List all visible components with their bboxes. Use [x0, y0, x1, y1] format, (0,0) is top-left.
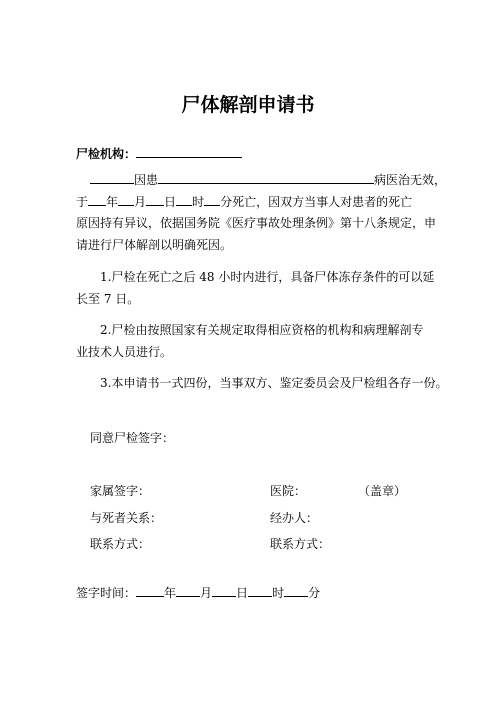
- sign-month-blank[interactable]: [176, 584, 200, 597]
- death-year-blank[interactable]: [88, 193, 106, 206]
- year-label: 年: [106, 195, 119, 209]
- intro-line-2: [76, 193, 412, 210]
- sign-year-blank[interactable]: [136, 584, 164, 597]
- death-minute-blank[interactable]: [204, 193, 220, 206]
- page-title: 尸体解剖申请书: [181, 94, 315, 116]
- yu-text: 于: [76, 195, 89, 209]
- agency-label: 尸检机构：: [76, 147, 137, 161]
- intro-line-1: [90, 171, 446, 188]
- clause-3-line-1: 3.本申请书一式四份，当事双方、鉴定委员会及尸检组各存一份。: [100, 376, 448, 390]
- clause-2-line-2: 业技术人员进行。: [76, 345, 173, 359]
- sign-time-label: 签字时间：: [76, 586, 137, 600]
- handler-label: 经办人：: [270, 511, 319, 525]
- day-label: 日: [164, 195, 177, 209]
- sign-year-label: 年: [164, 586, 177, 600]
- contact-left-label: 联系方式：: [90, 537, 151, 551]
- sign-day-label: 日: [236, 586, 249, 600]
- clause-1-line-2: 长至 7 日。: [76, 292, 140, 306]
- patient-name-blank[interactable]: [90, 171, 134, 184]
- hospital-label: 医院：: [270, 484, 307, 498]
- month-label: 月: [134, 195, 147, 209]
- sign-month-label: 月: [200, 586, 213, 600]
- intro-line-4: 请进行尸体解剖以明确死因。: [76, 238, 233, 252]
- disease-blank[interactable]: [158, 171, 374, 184]
- sign-day-blank[interactable]: [212, 584, 236, 597]
- relation-label: 与死者关系：: [90, 511, 163, 525]
- ineffective-text: 病医治无效，: [374, 173, 447, 187]
- family-signature-label: 家属签字：: [90, 484, 151, 498]
- death-text: 分死亡，因双方当事人对患者的死亡: [220, 195, 413, 209]
- contact-right-label: 联系方式：: [270, 537, 331, 551]
- sign-minute-label: 分: [308, 586, 321, 600]
- sign-hour-label: 时: [272, 586, 285, 600]
- death-hour-blank[interactable]: [176, 193, 192, 206]
- seal-label: （盖章）: [358, 484, 407, 498]
- agency-line: [76, 145, 242, 162]
- death-month-blank[interactable]: [118, 193, 134, 206]
- sign-hour-blank[interactable]: [248, 584, 272, 597]
- agency-blank[interactable]: [136, 145, 242, 158]
- clause-2-line-1: 2.尸检由按照国家有关规定取得相应资格的机构和病理解剖专: [100, 323, 424, 337]
- clause-1-line-1: 1.尸检在死亡之后 48 小时内进行，具备尸体冻存条件的可以延: [100, 270, 435, 284]
- intro-line-3: 原因持有异议，依据国务院《医疗事故处理条例》第十八条规定，申: [76, 216, 437, 230]
- consent-label: 同意尸检签字：: [90, 431, 175, 445]
- death-day-blank[interactable]: [146, 193, 164, 206]
- hour-label: 时: [192, 195, 205, 209]
- sign-minute-blank[interactable]: [284, 584, 308, 597]
- sign-time-line: [76, 584, 320, 601]
- cause-label: 因患: [134, 173, 159, 187]
